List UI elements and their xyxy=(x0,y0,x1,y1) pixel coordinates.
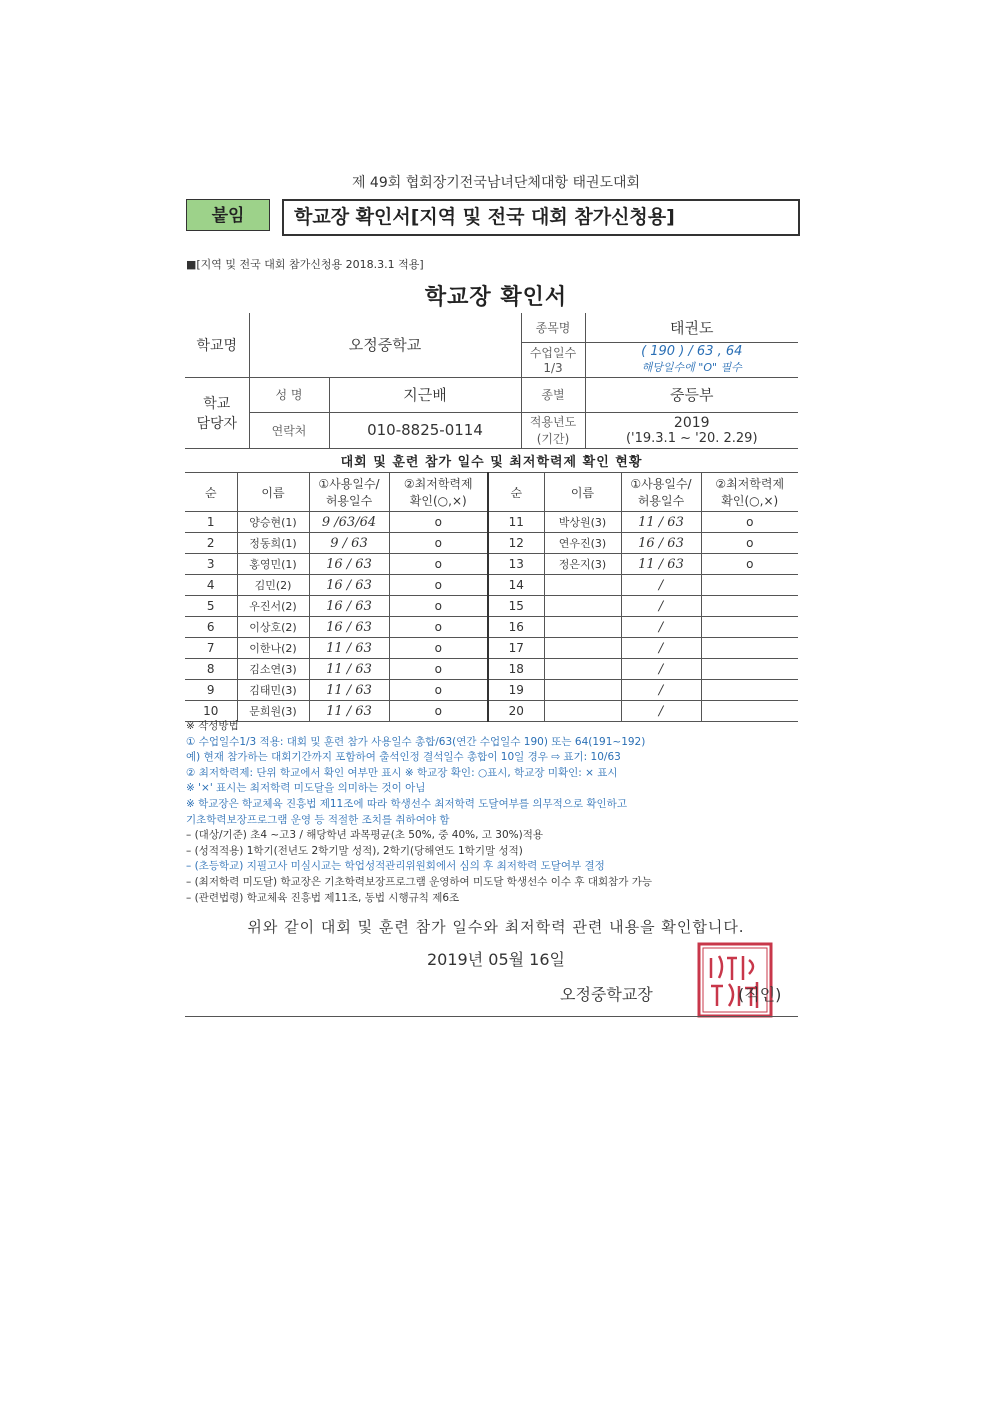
year-label xyxy=(521,412,585,448)
row-min-check xyxy=(701,617,798,638)
row-name xyxy=(544,638,621,659)
note-line: ※ '×' 표시는 최저학력 미도달을 의미하는 것이 아님 xyxy=(186,782,426,795)
year-value-line2: ('19.3.1 ~ '20. 2.29) xyxy=(625,430,758,446)
row-min-check: o xyxy=(389,638,488,659)
table-row xyxy=(185,680,798,701)
col-name-left: 이름 xyxy=(237,473,309,512)
row-min-check: o xyxy=(701,554,798,575)
event-label: 종목명 xyxy=(521,313,585,342)
row-min-check: o xyxy=(389,617,488,638)
event-title: 제 49회 협회장기전국남녀단체대항 태권도대회 xyxy=(351,175,641,191)
row-days: 16 / 63 xyxy=(309,596,389,617)
application-subnote: ■[지역 및 전국 대회 참가신청용 2018.3.1 적용] xyxy=(186,258,424,271)
manager-label-line2: 담당자 xyxy=(196,415,238,432)
year-value xyxy=(585,412,798,448)
row-no: 20 xyxy=(488,701,544,722)
school-info-table xyxy=(185,313,798,449)
note-line: – (초등학교) 지필고사 미실시교는 학업성적관리위원회에서 심의 후 최저학력 도달여부 결정 xyxy=(186,860,605,873)
row-min-check: o xyxy=(701,512,798,533)
row-no: 8 xyxy=(185,659,237,680)
year-label-line2: (기간) xyxy=(536,432,570,446)
row-days: / xyxy=(621,680,701,701)
row-min-check: o xyxy=(389,701,488,722)
row-name xyxy=(544,617,621,638)
name-label: 성 명 xyxy=(249,377,329,412)
note-line: ① 수업일수1/3 적용: 대회 및 훈련 참가 사용일수 총합/63(연간 수업일수 190) 또는 64(191~192) xyxy=(186,735,646,748)
row-no: 5 xyxy=(185,596,237,617)
row-no: 19 xyxy=(488,680,544,701)
main-title: 학교장 확인서 xyxy=(424,285,568,310)
row-name: 홍영민(1) xyxy=(237,554,309,575)
row-no: 14 xyxy=(488,575,544,596)
col-days-right-line2: 허용일수 xyxy=(637,494,685,508)
col-min-left-line1: ②최저학력제 xyxy=(403,477,473,491)
row-days: 11 / 63 xyxy=(309,638,389,659)
row-min-check xyxy=(701,575,798,596)
class-days-label-line1: 수업일수 xyxy=(529,346,577,360)
row-no: 15 xyxy=(488,596,544,617)
row-name: 정은지(3) xyxy=(544,554,621,575)
col-days-left-line1: ①사용일수/ xyxy=(318,477,380,491)
note-line: – (대상/기준) 초4 ~고3 / 해당학년 과목평균(초 50%, 중 40%, 고 30%)적용 xyxy=(186,829,543,842)
col-min-right xyxy=(701,473,798,512)
row-name: 우진서(2) xyxy=(237,596,309,617)
col-no-right: 순 xyxy=(488,473,544,512)
row-name: 김태민(3) xyxy=(237,680,309,701)
row-no: 9 xyxy=(185,680,237,701)
row-name xyxy=(544,575,621,596)
table-row xyxy=(185,638,798,659)
row-days: 11 / 63 xyxy=(309,701,389,722)
col-days-left xyxy=(309,473,389,512)
row-days: 16 / 63 xyxy=(309,575,389,596)
col-min-right-line1: ②최저학력제 xyxy=(715,477,785,491)
row-days: / xyxy=(621,701,701,722)
row-no: 6 xyxy=(185,617,237,638)
row-days: / xyxy=(621,596,701,617)
row-min-check xyxy=(701,638,798,659)
row-no: 18 xyxy=(488,659,544,680)
note-line: 기초학력보장프로그램 운영 등 적절한 조치를 취하여야 함 xyxy=(186,813,450,826)
row-no: 7 xyxy=(185,638,237,659)
class-days-note: 해당일수에 "O" 필수 xyxy=(641,361,742,374)
row-min-check: o xyxy=(389,512,488,533)
row-min-check: o xyxy=(389,680,488,701)
col-days-right-line1: ①사용일수/ xyxy=(630,477,692,491)
section-title: 대회 및 훈련 참가 일수 및 최저학력제 확인 현황 xyxy=(340,455,643,470)
row-days: 16 / 63 xyxy=(621,533,701,554)
manager-name: 지근배 xyxy=(329,377,521,412)
row-no: 11 xyxy=(488,512,544,533)
row-days: 11 / 63 xyxy=(621,554,701,575)
row-name: 김민(2) xyxy=(237,575,309,596)
row-days: 11 / 63 xyxy=(309,659,389,680)
year-value-line1: 2019 xyxy=(673,414,710,431)
col-name-right: 이름 xyxy=(544,473,621,512)
row-name: 이상호(2) xyxy=(237,617,309,638)
row-name: 정동희(1) xyxy=(237,533,309,554)
row-no: 12 xyxy=(488,533,544,554)
contact-value: 010-8825-0114 xyxy=(329,412,521,448)
row-min-check: o xyxy=(389,659,488,680)
row-name xyxy=(544,680,621,701)
row-days: / xyxy=(621,575,701,596)
note-line: 예) 현재 참가하는 대회기간까지 포함하여 출석인정 결석일수 총합이 10일 경우 ⇨ 표기: 10/63 xyxy=(186,751,621,764)
seal-label: (직인) xyxy=(738,985,782,1004)
row-no: 1 xyxy=(185,512,237,533)
row-name xyxy=(544,596,621,617)
col-min-left xyxy=(389,473,488,512)
table-row xyxy=(185,575,798,596)
contact-label: 연락처 xyxy=(249,412,329,448)
principal-signature: 오정중학교장 xyxy=(560,985,653,1004)
participation-table xyxy=(185,472,798,722)
row-no: 17 xyxy=(488,638,544,659)
row-no: 3 xyxy=(185,554,237,575)
row-min-check xyxy=(701,659,798,680)
row-no: 16 xyxy=(488,617,544,638)
row-min-check: o xyxy=(701,533,798,554)
row-min-check xyxy=(701,596,798,617)
type-value: 중등부 xyxy=(585,377,798,412)
col-no-left: 순 xyxy=(185,473,237,512)
table-row xyxy=(185,617,798,638)
row-name xyxy=(544,659,621,680)
row-name: 양승현(1) xyxy=(237,512,309,533)
manager-label xyxy=(185,377,249,448)
row-days: 16 / 63 xyxy=(309,554,389,575)
type-label: 종별 xyxy=(521,377,585,412)
row-no: 2 xyxy=(185,533,237,554)
row-min-check: o xyxy=(389,533,488,554)
row-min-check: o xyxy=(389,554,488,575)
row-name: 연우진(3) xyxy=(544,533,621,554)
row-name: 김소연(3) xyxy=(237,659,309,680)
row-days: 9 /63/64 xyxy=(309,512,389,533)
note-line: – (최저학력 미도달) 학교장은 기초학력보장프로그램 운영하여 미도달 학생선수 이수 후 대회참가 가능 xyxy=(186,875,653,888)
row-name: 박상원(3) xyxy=(544,512,621,533)
row-no: 13 xyxy=(488,554,544,575)
note-line: ※ 학교장은 학교체육 진흥법 제11조에 따라 학생선수 최저학력 도달여부를 의무적으로 확인하고 xyxy=(186,797,627,810)
school-name: 오정중학교 xyxy=(249,313,521,377)
event-value: 태권도 xyxy=(585,313,798,342)
col-days-left-line2: 허용일수 xyxy=(325,494,373,508)
col-min-right-line2: 확인(○,×) xyxy=(721,494,779,508)
official-seal-icon xyxy=(697,942,773,1018)
row-days: / xyxy=(621,617,701,638)
attachment-badge: 붙임 xyxy=(186,199,270,231)
notes-heading: ※ 작성방법 xyxy=(186,720,239,732)
row-min-check: o xyxy=(389,575,488,596)
confirm-date: 2019년 05월 16일 xyxy=(427,950,565,969)
manager-label-line1: 학교 xyxy=(203,395,231,412)
table-row xyxy=(185,554,798,575)
confirm-statement: 위와 같이 대회 및 훈련 참가 일수와 최저학력 관련 내용을 확인합니다. xyxy=(247,918,745,936)
row-days: 11 / 63 xyxy=(309,680,389,701)
row-days: 9 / 63 xyxy=(309,533,389,554)
row-min-check xyxy=(701,680,798,701)
document-title: 학교장 확인서[지역 및 전국 대회 참가신청용] xyxy=(282,199,800,236)
row-no: 10 xyxy=(185,701,237,722)
note-line: – (성적적용) 1학기(전년도 2학기말 성적), 2학기(당해연도 1학기말 성적) xyxy=(186,844,523,857)
row-no: 4 xyxy=(185,575,237,596)
table-row xyxy=(185,596,798,617)
class-days-value: ( 190 ) / 63 , 64 xyxy=(641,344,743,359)
class-days-cell xyxy=(585,342,798,377)
note-line: ② 최저학력제: 단위 학교에서 확인 여부만 표시 ※ 학교장 확인: ○표시, 학교장 미확인: × 표시 xyxy=(186,766,618,779)
table-row xyxy=(185,512,798,533)
note-line: – (관련법령) 학교체육 진흥법 제11조, 동법 시행규칙 제6조 xyxy=(186,891,460,904)
row-name: 이한나(2) xyxy=(237,638,309,659)
col-days-right xyxy=(621,473,701,512)
row-days: / xyxy=(621,638,701,659)
table-row xyxy=(185,533,798,554)
bottom-divider xyxy=(185,1016,798,1017)
row-days: 11 / 63 xyxy=(621,512,701,533)
school-label: 학교명 xyxy=(185,313,249,377)
col-min-left-line2: 확인(○,×) xyxy=(409,494,467,508)
year-label-line1: 적용년도 xyxy=(529,415,577,429)
class-days-label xyxy=(521,342,585,377)
row-days: / xyxy=(621,659,701,680)
class-days-label-line2: 1/3 xyxy=(543,361,563,375)
row-days: 16 / 63 xyxy=(309,617,389,638)
row-min-check: o xyxy=(389,596,488,617)
row-name: 문희원(3) xyxy=(237,701,309,722)
table-row xyxy=(185,659,798,680)
writing-instructions xyxy=(186,719,800,906)
